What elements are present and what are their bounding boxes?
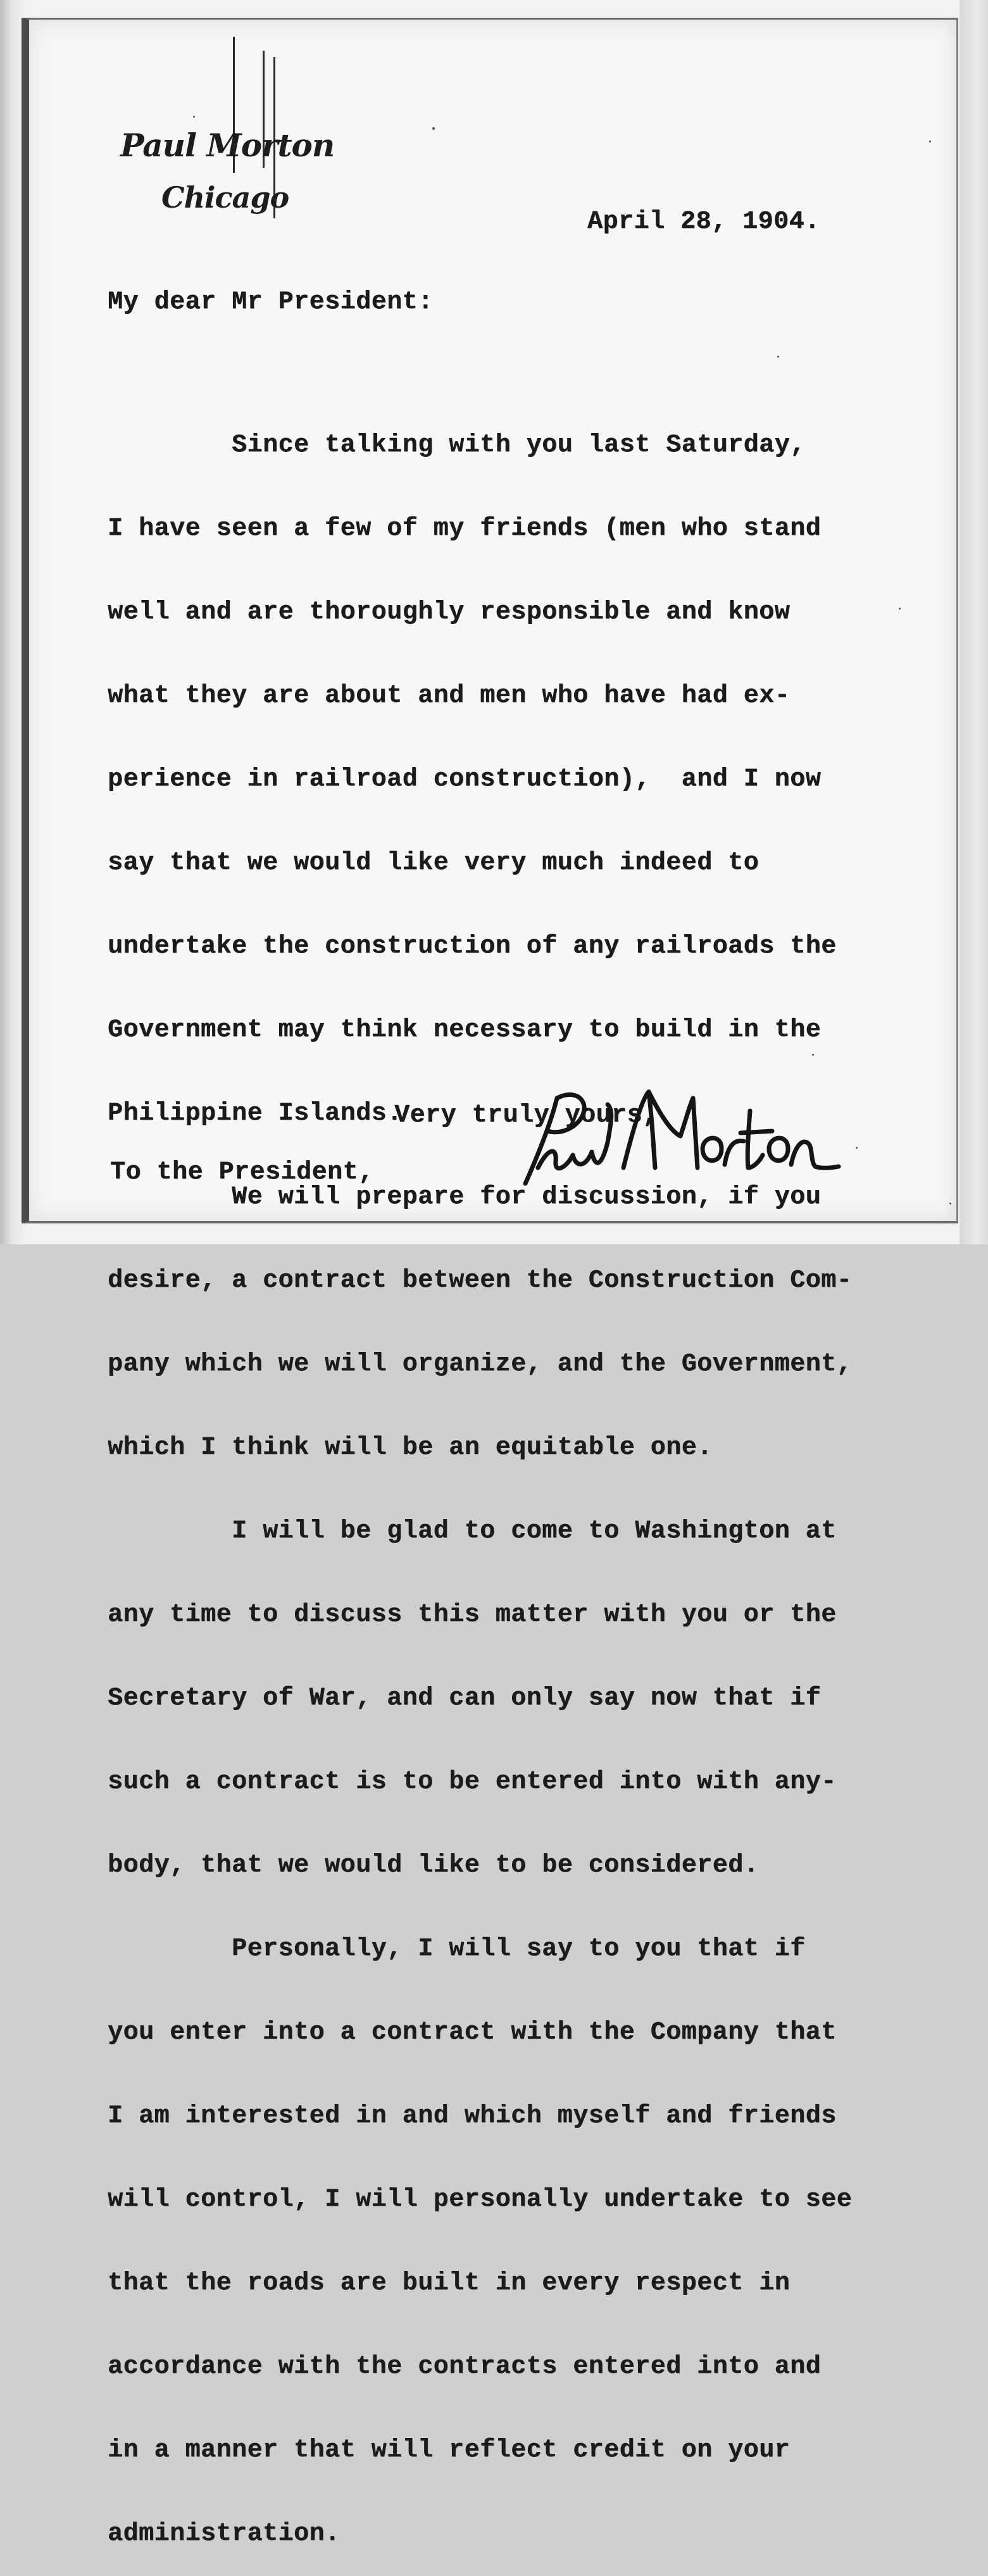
body-line: Government may think necessary to build in the [108,1016,822,1044]
body-line: which I think will be an equitable one. [108,1434,713,1462]
salutation: My dear Mr President: [108,288,434,316]
body-line: accordance with the contracts entered into and [108,2353,822,2381]
body-line: administration. [108,2520,341,2548]
addressee: To the President, [110,1158,374,1187]
letter-body [108,376,852,2576]
letter-date: April 28, 1904. [587,208,820,236]
body-line: I will be glad to come to Washington at [108,1517,837,1546]
body-line: I have seen a few of my friends (men who stand [108,515,822,543]
body-line: body, that we would like to be considered. [108,1851,760,1880]
body-line: Secretary of War, and can only say now that if [108,1684,822,1713]
body-line: Personally, I will say to you that if [108,1935,806,1963]
letterhead-city: Chicago [161,180,289,215]
body-line: well and are thoroughly responsible and know [108,598,791,627]
closing: Very truly yours, [394,1101,658,1130]
body-line: perience in railroad construction), and I now [108,765,822,794]
body-line: pany which we will organize, and the Government, [108,1350,853,1379]
scan-right-edge [960,0,988,1244]
body-line: will control, I will personally undertake to see [108,2185,853,2214]
body-line: say that we would like very much indeed to [108,849,760,877]
body-line: such a contract is to be entered into with any- [108,1768,837,1796]
body-line: Philippine Islands. [108,1099,403,1128]
body-line: what they are about and men who have had ex- [108,682,791,710]
signature [513,1073,842,1193]
letterhead-name: Paul Morton [120,127,335,164]
body-line: any time to discuss this matter with you or the [108,1601,837,1629]
body-line: I am interested in and which myself and friends [108,2102,837,2130]
body-line: that the roads are built in every respect in [108,2269,791,2298]
body-line: undertake the construction of any railroads the [108,932,837,961]
body-line: desire, a contract between the Construction Com- [108,1266,853,1295]
body-line: you enter into a contract with the Company that [108,2018,837,2047]
body-line: in a manner that will reflect credit on your [108,2436,791,2465]
body-line: We will prepare for discussion, if you [108,1183,822,1211]
body-line: Since talking with you last Saturday, [108,431,806,460]
